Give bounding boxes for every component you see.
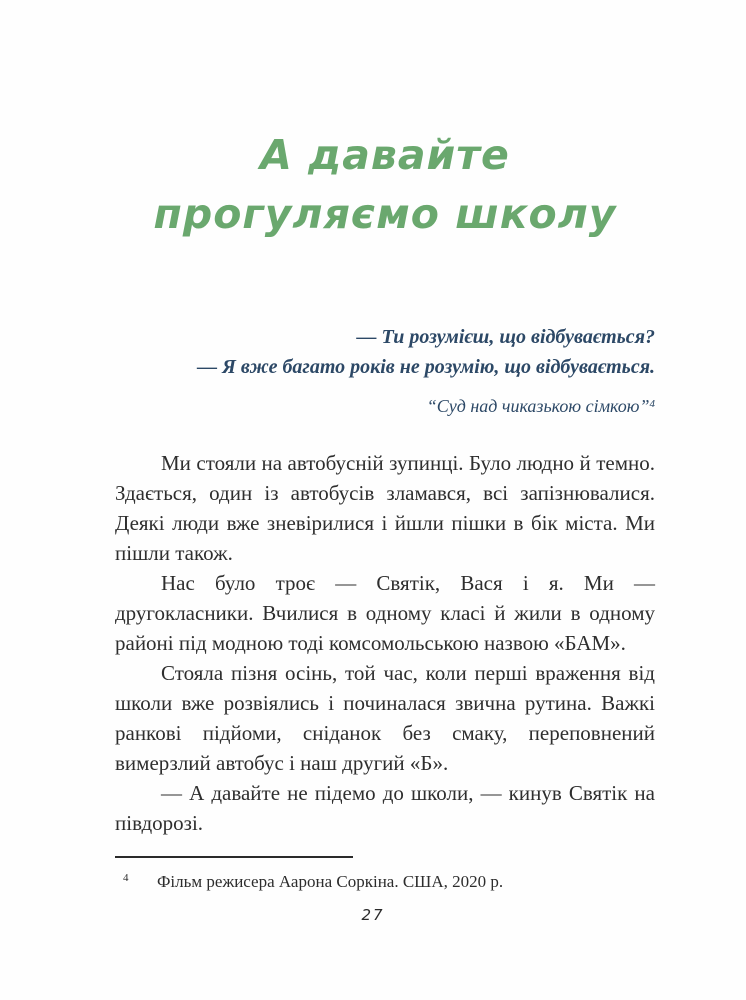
epigraph-footnote-marker: 4 [649, 398, 655, 410]
chapter-title-line2: прогуляємо школу [153, 190, 617, 238]
chapter-title [93, 126, 677, 244]
paragraph: Стояла пізня осінь, той час, коли перші враження від школи вже розвіялись і починалася звична рутина. Важкі ранкові підйоми, сніданок без смаку, переповнений вимерзлий автобус і наш другий «Б». [115, 661, 655, 775]
epigraph-attribution-text: “Суд над чиказькою сімкою” [426, 396, 650, 416]
footnote-text [115, 867, 655, 893]
paragraph: Ми стояли на автобусній зупинці. Було людно й темно. Здається, один із автобусів зламався, всі запізнювалися. Деякі люди вже зневірилися і йшли пішки в бік міста. Ми пішли також. [115, 451, 655, 565]
epigraph-line2: — Я вже багато років не розумію, що відбувається. [197, 356, 655, 378]
epigraph-line1: — Ти розумієш, що відбувається? [356, 326, 655, 348]
epigraph [115, 322, 655, 418]
paragraph: Нас було троє — Святік, Вася і я. Ми — другокласники. Вчилися в одному класі й жили в одному районі під модною тоді комсомольською назвою «БАМ». [115, 571, 655, 655]
paragraph: — А давайте не підемо до школи, — кинув Святік на півдорозі. [115, 781, 655, 835]
footnote-marker: 4 [123, 872, 129, 884]
body-text [115, 448, 655, 838]
page-number: 27 [361, 906, 385, 924]
footnote [115, 856, 655, 893]
chapter-title-line1: А давайте [260, 131, 510, 179]
footnote-rule [115, 856, 353, 858]
epigraph-attribution [115, 392, 655, 418]
footnote-body: Фільм режисера Аарона Соркіна. США, 2020 р. [157, 872, 504, 891]
